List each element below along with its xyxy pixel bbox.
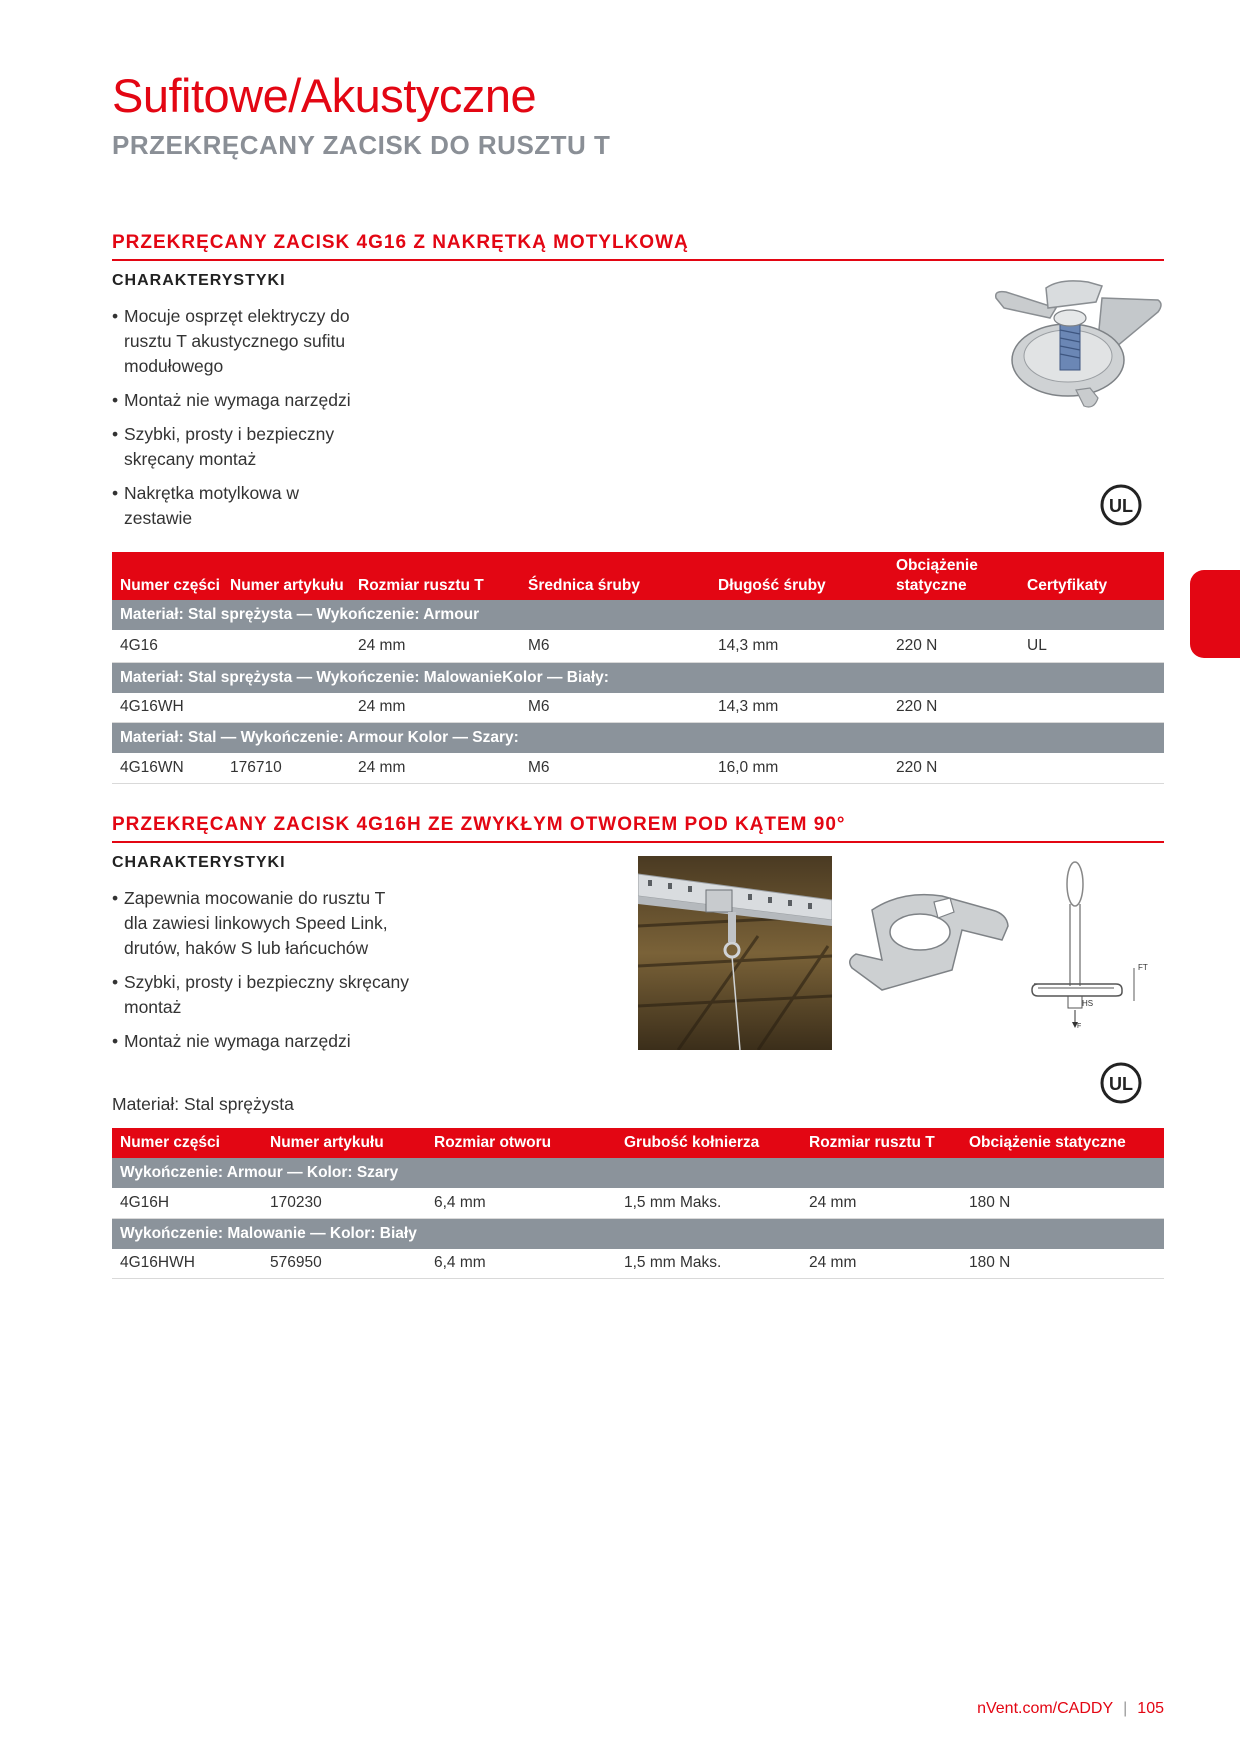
group-label: Materiał: Stal sprężysta — Wykończenie: Armour — [112, 600, 1164, 630]
chapter-tab — [1190, 570, 1240, 658]
table-cell: 24 mm — [350, 693, 520, 723]
feature-item: • Szybki, prosty i bezpieczny skręcany montaż — [112, 422, 362, 472]
table-cell: 176710 — [222, 753, 350, 784]
table-row — [112, 1249, 1164, 1279]
material-note: Materiał: Stal sprężysta — [112, 1094, 294, 1114]
footer-separator: | — [1123, 1700, 1128, 1717]
column-header: Obciążenie statyczne — [888, 552, 1019, 600]
characteristics-heading: CHARAKTERYSTYKI — [112, 854, 286, 871]
table-cell: 220 N — [888, 753, 1019, 784]
group-label: Materiał: Stal sprężysta — Wykończenie: MalowanieKolor — Biały: — [112, 662, 1164, 693]
column-header: Rozmiar rusztu T — [801, 1128, 961, 1158]
table-cell: 4G16WN — [112, 753, 222, 784]
ul-certification-icon — [1100, 1062, 1142, 1104]
column-header: Numer artykułu — [222, 552, 350, 600]
feature-list — [112, 304, 362, 540]
table-group-row — [112, 1158, 1164, 1188]
table-cell: 6,4 mm — [426, 1188, 616, 1218]
feature-item: • Nakrętka motylkowa w zestawie — [112, 481, 362, 531]
table-cell: 16,0 mm — [710, 753, 888, 784]
svg-text:UL: UL — [1109, 496, 1133, 516]
product-image-4g16h — [842, 890, 1012, 1000]
column-header: Numer części — [112, 1128, 262, 1158]
feature-item: • Montaż nie wymaga narzędzi — [112, 388, 362, 413]
column-header: Grubość kołnierza — [616, 1128, 801, 1158]
table-cell: 14,3 mm — [710, 630, 888, 662]
spec-table-4g16h — [112, 1128, 1164, 1279]
spec-table-4g16 — [112, 552, 1164, 784]
table-cell — [1019, 693, 1164, 723]
section-title-4g16h: PRZEKRĘCANY ZACISK 4G16H ZE ZWYKŁYM OTWOREM POD KĄTEM 90° — [112, 814, 846, 835]
feature-item: • Zapewnia mocowanie do rusztu T dla zawiesi linkowych Speed Link, drutów, haków S lub łańcuchów — [112, 886, 412, 961]
diagram-label-f: F — [1077, 1023, 1082, 1030]
column-header: Obciążenie statyczne — [961, 1128, 1164, 1158]
table-header-row — [112, 1128, 1164, 1158]
table-group-row — [112, 662, 1164, 693]
group-label: Wykończenie: Malowanie — Kolor: Biały — [112, 1218, 1164, 1249]
table-cell: 1,5 mm Maks. — [616, 1249, 801, 1279]
table-cell: 4G16 — [112, 630, 222, 662]
feature-list — [112, 886, 412, 1063]
characteristics-heading: CHARAKTERYSTYKI — [112, 272, 286, 289]
section-divider — [112, 841, 1164, 843]
page-footer — [977, 1700, 1164, 1718]
table-row — [112, 753, 1164, 784]
page-subtitle: PRZEKRĘCANY ZACISK DO RUSZTU T — [112, 130, 611, 160]
product-image-4g16 — [990, 278, 1165, 413]
table-group-row — [112, 1218, 1164, 1249]
feature-item: • Mocuje osprzęt elektryczy do rusztu T akustycznego sufitu modułowego — [112, 304, 362, 379]
table-cell — [222, 630, 350, 662]
table-cell: 24 mm — [801, 1188, 961, 1218]
feature-item: • Szybki, prosty i bezpieczny skręcany montaż — [112, 970, 412, 1020]
table-cell: M6 — [520, 693, 710, 723]
technical-diagram — [1024, 856, 1154, 1036]
column-header: Rozmiar otworu — [426, 1128, 616, 1158]
table-row — [112, 630, 1164, 662]
table-cell: 576950 — [262, 1249, 426, 1279]
page-title: Sufitowe/Akustyczne — [112, 69, 537, 122]
table-group-row — [112, 722, 1164, 753]
table-header-row — [112, 552, 1164, 600]
table-cell: 180 N — [961, 1188, 1164, 1218]
table-cell — [1019, 753, 1164, 784]
table-cell: 24 mm — [350, 630, 520, 662]
group-label: Wykończenie: Armour — Kolor: Szary — [112, 1158, 1164, 1188]
table-row — [112, 693, 1164, 723]
table-cell: UL — [1019, 630, 1164, 662]
footer-site-link[interactable]: nVent.com/CADDY — [977, 1700, 1114, 1717]
diagram-label-hs: HS — [1082, 999, 1094, 1008]
group-label: Materiał: Stal — Wykończenie: Armour Kolor — Szary: — [112, 722, 1164, 753]
table-cell: 4G16H — [112, 1188, 262, 1218]
feature-item: • Montaż nie wymaga narzędzi — [112, 1029, 412, 1054]
column-header: Certyfikaty — [1019, 552, 1164, 600]
ul-certification-icon — [1100, 484, 1142, 526]
table-cell: 4G16HWH — [112, 1249, 262, 1279]
table-cell: 180 N — [961, 1249, 1164, 1279]
table-cell: 14,3 mm — [710, 693, 888, 723]
diagram-label-ft: FT — [1138, 963, 1148, 972]
table-cell: 1,5 mm Maks. — [616, 1188, 801, 1218]
table-cell: 24 mm — [801, 1249, 961, 1279]
installation-photo — [638, 856, 832, 1050]
table-row — [112, 1188, 1164, 1218]
column-header: Długość śruby — [710, 552, 888, 600]
table-cell: 24 mm — [350, 753, 520, 784]
column-header: Średnica śruby — [520, 552, 710, 600]
table-cell — [222, 693, 350, 723]
table-cell: 6,4 mm — [426, 1249, 616, 1279]
column-header: Rozmiar rusztu T — [350, 552, 520, 600]
column-header: Numer części — [112, 552, 222, 600]
section-title-4g16: PRZEKRĘCANY ZACISK 4G16 Z NAKRĘTKĄ MOTYLKOWĄ — [112, 232, 689, 253]
svg-text:UL: UL — [1109, 1074, 1133, 1094]
column-header: Numer artykułu — [262, 1128, 426, 1158]
page-number: 105 — [1137, 1700, 1164, 1717]
table-cell: M6 — [520, 753, 710, 784]
table-group-row — [112, 600, 1164, 630]
table-cell: 4G16WH — [112, 693, 222, 723]
table-cell: 220 N — [888, 630, 1019, 662]
section-divider — [112, 259, 1164, 261]
table-cell: 170230 — [262, 1188, 426, 1218]
table-cell: M6 — [520, 630, 710, 662]
table-cell: 220 N — [888, 693, 1019, 723]
